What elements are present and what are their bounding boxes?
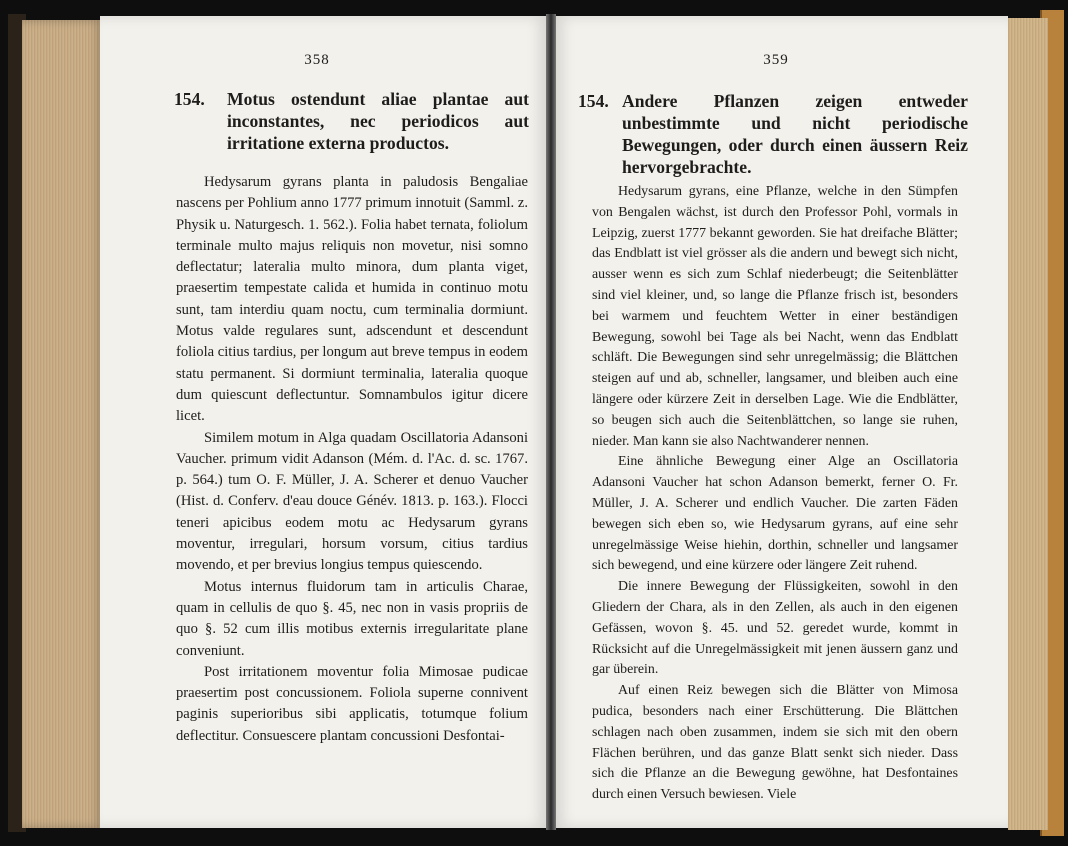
paragraph: Similem motum in Alga quadam Oscillatoria Adansoni Vaucher. primum vidit Adanson (Mém. d. l'Ac. d. sc. 1767. p. 564.) tum O. F. Müller, J. A. Scherer et denuo Vaucher (Hist. d. Conferv. d'eau douce Génév. 1813. p. 163.). Flocci teneri apicibus eodem motu ac Hedysarum gyrans moventur, irregulari, horsum vorsum, citius tardius movendo, et per brevius longius tempus quiescendo. [176,429,528,574]
section-title: Andere Pflanzen zeigen entweder unbestimmte und nicht periodische Bewegungen, oder durch einen äussern Reiz hervorgebrachte. [622,91,968,177]
paragraph: Hedysarum gyrans, eine Pflanze, welche in den Sümpfen von Bengalen wächst, ist durch den Professor Pohl, vormals in Leipzig, zuerst 1777 bekannt geworden. Sie hat dreifache Blätter; das Endblatt ist viel grösser als die andern und bewegt sich nicht, ausser wenn es sich zum Schlaf niederbeugt; die Seitenblätter sind viel kleiner, und, so lange die Pflanze frisch ist, besonders bei warmem und feuchtem Wetter in einer beständigen Bewegung, sowohl bei Tage als bei Nacht, wenn das Endblatt schläft. Die Bewegungen sind sehr unregelmässig; die Blättchen steigen auf und ab, schneller, langsamer, und bleiben auch eine längere oder kürzere Zeit in derselben Lage. Wie die Endblätter, so beugen sich auch die Seitenblättchen, so lange sie ruhen, nieder. Man kann sie also Nachtwanderer nennen. [592,184,958,449]
paragraph: Die innere Bewegung der Flüssigkeiten, sowohl in den Gliedern der Chara, als in den Zellen, als auch in den eigenen Gefässen, wovon §. 45. und 52. geredet wurde, kommt in Rücksicht auf die Unregelmässigkeit mit jenen äussern ganz und gar überein. [592,579,958,678]
body-text [176,172,528,747]
book-gutter [546,14,556,830]
paragraph: Eine ähnliche Bewegung einer Alge an Oscillatoria Adansoni Vaucher hat schon Adanson bemerkt, ferner O. Fr. Müller, J. A. Scherer und endlich Vaucher. Die zarten Fäden bewegen sich eben so, wie Hedysarum gyrans, auf eine sehr unregelmässige Weise hiehin, dorthin, schneller und langsamer sich bewegend, und eine kürzere oder längere Zeit ruhend. [592,454,958,574]
body-text [592,182,958,806]
left-page [100,16,550,828]
section-heading [174,88,529,154]
paragraph: Auf einen Reiz bewegen sich die Blätter von Mimosa pudica, besonders nach einer Erschütterung. Die Blättchen schlagen nach oben zusammen, indem sie sich mit den obern Flächen berühren, und das ganze Blatt senkt sich nieder. Dass sich die Pflanze an die Bewegung gewöhne, hat Desfontaines durch einen Versuch bewiesen. Viele [592,683,958,803]
page-edges-left [22,20,104,828]
section-number: 154. [578,91,609,111]
page-edges-right [1008,18,1048,830]
section-heading [578,90,968,178]
page-number: 358 [304,52,330,68]
paragraph: Hedysarum gyrans planta in paludosis Bengaliae nascens per Pohlium anno 1777 primum innotuit (Samml. z. Physik u. Naturgesch. 1. 562.). Folia habet ternata, foliolum terminale multo majus reliquis non movetur, nisi somno deflectatur; lateralia multo minora, dum planta viget, praesertim tempestate calida et humida in continuo motu sunt, tam interdiu quam noctu, cum terminalia dormiunt. Motus valde regulares sunt, adscendunt et descendunt foliola citius tardius, per longum aut breve tempus in eodem statu permanent. Si dormiunt terminalia, lateralia quoque dum quiescunt deflectuntur. Somnambulos igitur dicere licet. [176,174,528,425]
section-number: 154. [174,89,205,109]
page-number: 359 [763,52,789,68]
paragraph: Motus internus fluidorum tam in articulis Charae, quam in cellulis de quo §. 45, nec non in vasis propriis de quo §. 52 cum illis motibus externis irregularitate plane conveniunt. [176,578,528,659]
right-page [552,16,1008,828]
section-title: Motus ostendunt aliae plantae aut inconstantes, nec periodicos aut irritatione externa productos. [227,89,529,153]
paragraph: Post irritationem moventur folia Mimosae pudicae praesertim post concussionem. Foliola superne connivent paginis superioribus sibi applicatis, totumque folium deflectitur. Consuescere plantam concussioni Desfontai- [176,663,528,744]
